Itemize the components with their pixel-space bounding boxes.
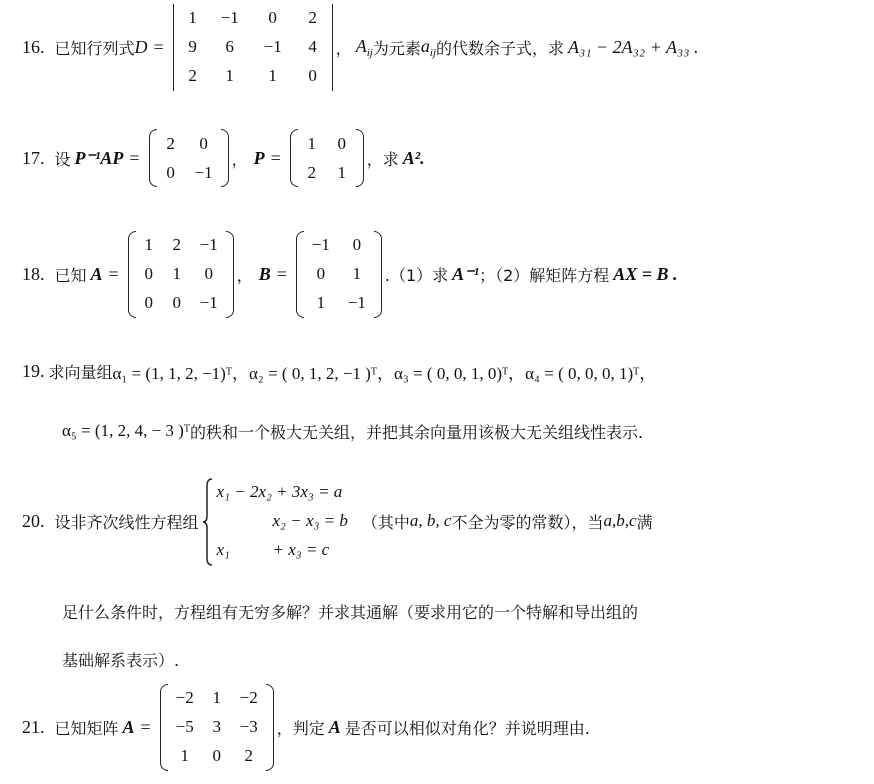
question-number: 19. [22, 360, 45, 381]
variable: A [90, 263, 103, 284]
matrix-entry: −1 [199, 293, 218, 312]
question-text: ；（2）解矩阵方程 [479, 265, 610, 285]
question-19 [22, 358, 656, 384]
matrix-entry: −3 [239, 717, 258, 736]
equation-rows [213, 478, 348, 565]
matrix-entry: −2 [239, 688, 258, 707]
variables: a, b, c [409, 511, 452, 530]
matrix-entry: −1 [311, 235, 330, 254]
question-text: ， [236, 265, 253, 285]
bracket-right [374, 231, 382, 318]
expression: A₃₁ − 2A₃₂ + A₃₃ . [567, 36, 699, 57]
variable [421, 36, 436, 59]
variable: P [253, 147, 265, 168]
question-19-line-2 [62, 418, 643, 444]
matrix-entry: −2 [175, 688, 194, 707]
matrix-entry: 1 [268, 66, 277, 85]
matrix-entry: 1 [212, 688, 221, 707]
question-text: 已知矩阵 [54, 718, 119, 738]
equation-row: x₂ − x₃ = b [272, 511, 348, 530]
bracket-right [226, 231, 234, 318]
question-text: ， [335, 38, 352, 58]
question-text: 已知行列式 [54, 38, 135, 58]
matrix-entry: 0 [308, 66, 317, 85]
bracket-left [290, 129, 298, 187]
matrix-entry: −1 [199, 235, 218, 254]
question-number: 18. [22, 263, 45, 284]
matrix-entry: 0 [268, 8, 277, 27]
matrix-grid [177, 4, 329, 91]
matrix [128, 231, 234, 318]
question-text: 设非齐次线性方程组 [54, 512, 199, 532]
question-text: 为元素 [372, 38, 421, 58]
variable [356, 36, 373, 59]
bracket-right [266, 684, 274, 771]
question-text: （其中 [361, 512, 410, 532]
matrix-entry: 0 [352, 235, 362, 254]
question-text: 的秩和一个极大无关组，并把其余向量用该极大无关组线性表示. [190, 422, 644, 442]
vector-list: α₁ = (1, 1, 2, −1)ᵀ，α₂ = ( 0, 1, 2, −1 )ᵀ，α₃ = ( 0, 0, 1, 0)ᵀ，α₄ = ( 0, 0, 0, 1)ᵀ， [112, 363, 657, 383]
matrix-entry: 1 [180, 746, 189, 765]
matrix-grid [136, 231, 226, 318]
question-text: ，求 [366, 149, 399, 169]
matrix-entry: 1 [337, 162, 346, 182]
question-20 [22, 474, 653, 568]
matrix [160, 684, 274, 771]
matrix [296, 231, 382, 318]
equals-sign: = [270, 147, 281, 168]
bracket-left [149, 129, 157, 187]
question-17 [22, 125, 425, 191]
variable: A [122, 716, 135, 737]
equation-row: x₁ − 2x₂ + 3x₃ = a [216, 482, 343, 501]
matrix-entry: 1 [316, 293, 326, 312]
bracket-right [329, 4, 333, 91]
matrix-entry: −1 [263, 37, 282, 56]
matrix-entry: −1 [220, 8, 239, 27]
question-number: 16. [22, 36, 45, 57]
matrix-entry: 4 [308, 37, 317, 56]
matrix-grid [157, 129, 221, 187]
question-text: 满 [636, 512, 653, 532]
equation-row: x₁ + x₃ = c [216, 540, 330, 559]
matrix-entry: 0 [204, 264, 213, 283]
bracket-left [296, 231, 304, 318]
matrix-entry: 2 [188, 66, 197, 85]
question-18 [22, 227, 678, 321]
equation-system [203, 478, 348, 565]
bracket-right [221, 129, 229, 187]
question-text: ， [231, 149, 248, 169]
matrix-entry: 0 [212, 746, 221, 765]
question-text: 设 [54, 149, 71, 169]
matrix-entry: 0 [316, 264, 326, 283]
expression: A⁻¹ [452, 263, 480, 284]
subscript: ij [429, 46, 436, 59]
question-number: 17. [22, 147, 45, 168]
matrix-entry: 1 [188, 8, 197, 27]
bracket-right [356, 129, 364, 187]
vector: α₅ = (1, 2, 4, − 3 )ᵀ [62, 421, 190, 440]
subscript: ij [366, 46, 373, 59]
brace [203, 478, 213, 565]
matrix-grid [304, 231, 374, 318]
matrix-entry: 1 [172, 264, 181, 283]
matrix-entry: 6 [225, 37, 234, 56]
variable: A [328, 716, 341, 737]
matrix-entry: 1 [225, 66, 234, 85]
matrix [290, 129, 364, 187]
question-20-line-3: 基础解系表示）. [62, 651, 180, 670]
question-text: 不全为零的常数），当 [451, 512, 604, 532]
matrix-entry: 1 [144, 235, 153, 254]
matrix-entry: 2 [166, 133, 175, 153]
var-letter: a [420, 35, 430, 56]
question-text: 已知 [54, 265, 87, 285]
variables: a,b,c [603, 511, 637, 530]
expression: A². [402, 147, 425, 168]
question-number: 21. [22, 716, 45, 737]
equals-sign: = [140, 716, 151, 737]
matrix-entry: 9 [188, 37, 197, 56]
matrix-entry: −1 [347, 293, 366, 312]
brace-shape [203, 478, 213, 566]
variable: B [258, 263, 271, 284]
question-number: 20. [22, 510, 45, 531]
bracket-left [160, 684, 168, 771]
matrix-entry: 0 [172, 293, 181, 312]
variable: D [134, 36, 148, 57]
matrix-entry: 2 [308, 8, 317, 27]
question-text: ，判定 [276, 718, 325, 738]
matrix-entry: 2 [307, 162, 316, 182]
matrix-entry: 0 [199, 133, 208, 153]
question-20-line-2: 足什么条件时，方程组有无穷多解？并求其通解（要求用它的一个特解和导出组的 [62, 603, 639, 622]
question-16 [22, 2, 698, 92]
question-21 [22, 680, 590, 774]
matrix-entry: 0 [144, 293, 153, 312]
matrix-entry: 1 [307, 133, 316, 153]
question-text: 求向量组 [48, 362, 113, 382]
matrix-entry: 0 [144, 264, 153, 283]
matrix [149, 129, 229, 187]
matrix-entry: 2 [172, 235, 181, 254]
matrix-entry: 2 [244, 746, 253, 765]
determinant [173, 4, 333, 91]
question-text: .（1）求 [384, 265, 449, 285]
question-text: 是否可以相似对角化？并说明理由. [344, 718, 590, 738]
matrix-entry: 1 [352, 264, 362, 283]
matrix-grid [168, 684, 266, 771]
expression: AX = B . [613, 263, 678, 284]
expression: P⁻¹AP [74, 147, 124, 168]
equals-sign: = [129, 147, 140, 168]
matrix-grid [298, 129, 356, 187]
matrix-entry: 0 [337, 133, 346, 153]
matrix-entry: 3 [212, 717, 221, 736]
equals-sign: = [153, 36, 164, 57]
matrix-entry: −1 [194, 162, 213, 182]
var-letter: A [355, 35, 367, 56]
bracket-left [128, 231, 136, 318]
matrix-entry: −5 [175, 717, 194, 736]
equals-sign: = [108, 263, 119, 284]
equals-sign: = [276, 263, 287, 284]
matrix-entry: 0 [166, 162, 175, 182]
question-text: 的代数余子式，求 [435, 38, 564, 58]
